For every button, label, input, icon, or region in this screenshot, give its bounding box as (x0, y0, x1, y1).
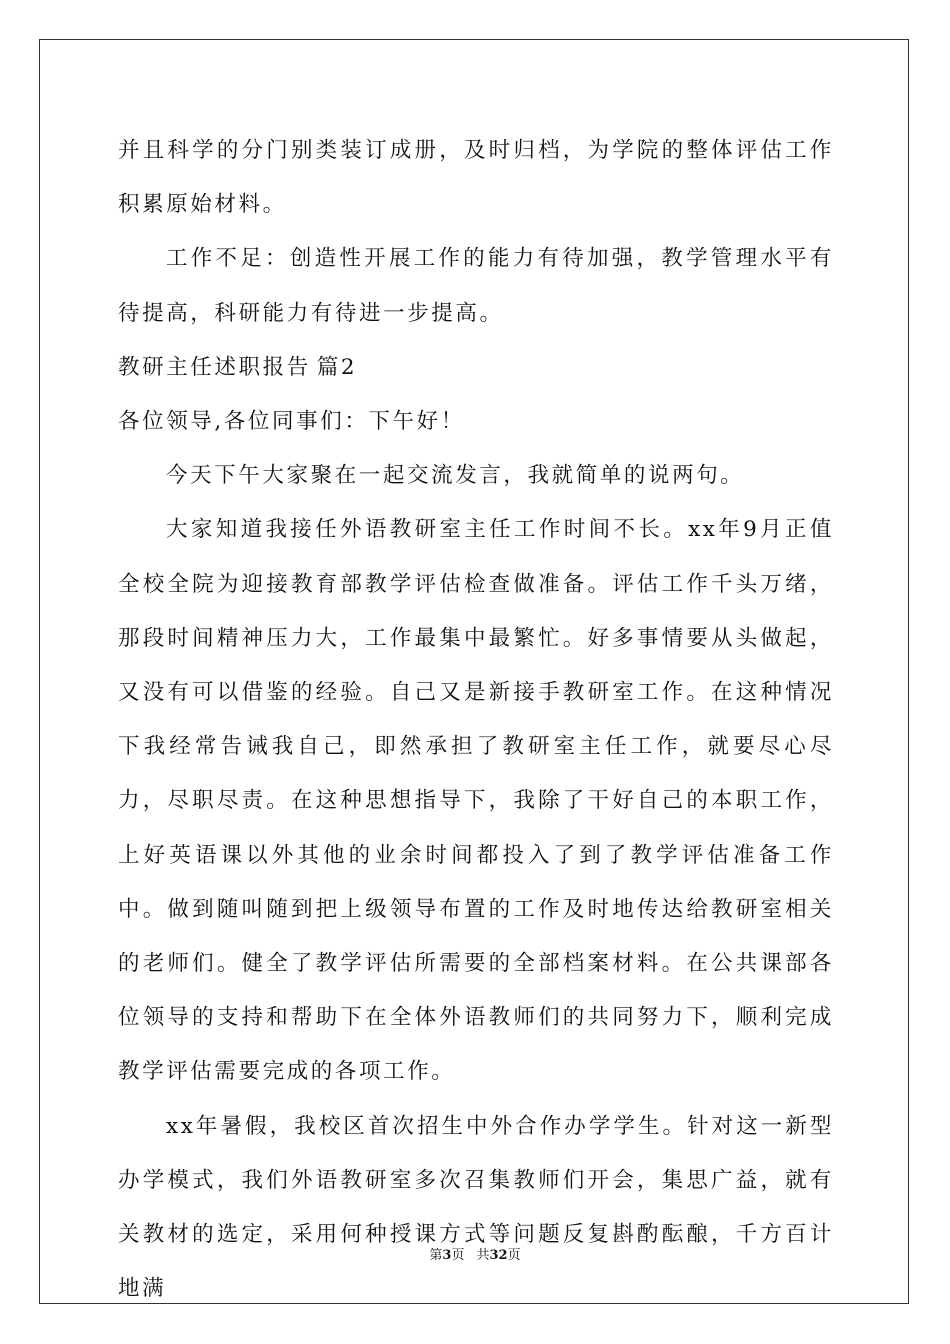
page-footer (0, 1247, 950, 1265)
total-suffix: 页 (507, 1248, 521, 1263)
total-prefix: 共 (476, 1248, 490, 1263)
page-suffix: 页 (451, 1248, 465, 1263)
paragraph: xx年暑假，我校区首次招生中外合作办学学生。针对这一新型办学模式，我们外语教研室多次召集教师们开会，集思广益，就有关教材的选定，采用何种授课方式等问题反复斟酌酝酿，千方百计地满 (118, 1113, 834, 1302)
section-heading-title: 教研主任述职报告 (118, 354, 311, 380)
total-pages-number: 32 (489, 1248, 508, 1263)
paragraph: 今天下午大家聚在一起交流发言，我就简单的说两句。 (166, 463, 745, 489)
salutation: 各位领导,各位同事们：下午好！ (118, 409, 465, 435)
paragraph: 大家知道我接任外语教研室主任工作时间不长。xx年9月正值全校全院为迎接教育部教学评估检查做准备。评估工作千头万绪，那段时间精神压力大，工作最集中最繁忙。好多事情要从头做起，又没有可以借鉴的经验。自己又是新接手教研室工作。在这种情况下我经常告诫我自己，即然承担了教研室主任工作，就要尽心尽力，尽职尽责。在这种思想指导下，我除了干好自己的本职工作，上好英语课以外其他的业余时间都投入了到了教学评估准备工作中。做到随叫随到把上级领导布置的工作及时地传达给教研室相关的老师们。健全了教学评估所需要的全部档案材料。在公共课部各位领导的支持和帮助下在全体外语教师们的共同努力下，顺利完成教学评估需要完成的各项工作。 (118, 517, 834, 1085)
paragraph: 并且科学的分门别类装订成册，及时归档，为学院的整体评估工作积累原始材料。 (118, 138, 834, 218)
document-body (118, 124, 834, 1316)
paragraph: 工作不足：创造性开展工作的能力有待加强，教学管理水平有待提高，科研能力有待进一步提高。 (118, 246, 834, 326)
page-prefix: 第 (429, 1248, 443, 1263)
current-page-number: 3 (442, 1248, 452, 1263)
section-heading (118, 341, 834, 395)
section-heading-number: 篇2 (316, 354, 358, 380)
